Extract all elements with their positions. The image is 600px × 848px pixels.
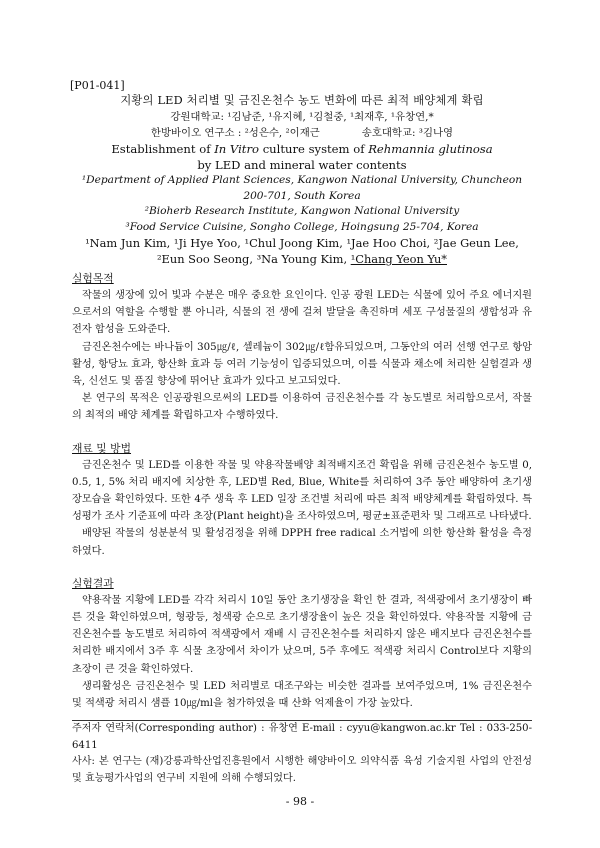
results-paragraph-1: 약용작물 지황에 LED를 각각 처리시 10일 동안 초기생장을 확인 한 결과, 적색광에서 초기생장이 빠른 것을 확인하였으며, 형광등, 청색광 순으로 초기생장율이 높은 것을 확인하였다. 약용작물 지황에 금진온천수를 농도별로 처리하여 적색광에서 재배 시 금진온천수를 처리하지 않은 배지보다 금진온천수를 처리한 배지에서 3주 후 식물 초장에서 차이가 났으며, 5주 후에도 적색광 처리시 Control보다 지황의 초장이 큰 것을 확인하였다. [72,594,532,675]
purpose-paragraph-3: 본 연구의 목적은 인공광원으로써의 LED를 이용하여 금진온천수를 각 농도별로 처리함으로서, 작물의 최적의 배양 체계를 확립하고자 수행하였다. [72,393,532,422]
english-title [72,141,532,157]
korean-affiliation-2a: 한방바이오 연구소 : ²성은수, ²이재근 [150,127,320,139]
korean-title: 지황의 LED 처리별 및 금진온천수 농도 변화에 따른 최적 배양체계 확립 [120,94,484,107]
methods-paragraph-2: 배양된 작물의 성분분석 및 활성검정을 위해 DPPH free radical 소거법에 의한 항산화 활성을 측정하였다. [72,528,532,557]
korean-affiliation-2 [72,125,532,141]
english-affiliation-2: ²Bioherb Research Institute, Kangwon National University [144,205,460,217]
purpose-paragraph-1: 작물의 생장에 있어 빛과 수분은 매우 중요한 요인이다. 인공 광원 LED는 식물에 있어 주요 에너지원으로서의 역할을 수행할 뿐 아니라, 식물의 전 생에 걸쳐 발달을 촉진하며 세포 구성물질의 생합성과 유전자 합성을 도와준다. [72,290,532,336]
english-affiliation-3: ³Food Service Cuisine, Songho College, Hoingsung 25-704, Korea [125,220,479,233]
english-title-line2: by LED and mineral water contents [197,158,407,172]
korean-affiliation-2b: 송호대학교: ³김나영 [361,127,454,139]
english-title-mid: culture system of [262,142,365,156]
footer-contact: 주저자 연락처(Corresponding author) : 유창연 E-mail : cyyu@kangwon.ac.kr Tel : 033-250-6411 [72,723,532,751]
english-title-italic-2: Rehmannia glutinosa [368,142,493,156]
abstract-code: [P01-041] [70,79,125,92]
english-affiliation-1: ¹Department of Applied Plant Sciences, Kangwon National University, Chuncheon 200-701, South Korea [81,174,523,202]
section-title-results: 실험결과 [72,576,114,590]
authors-list: ¹Nam Jun Kim, ¹Ji Hye Yoo, ¹Chul Joong Kim, ¹Jae Hoo Choi, ²Jae Geun Lee, ²Eun Soo Seong, ³Na Young Kim, [85,236,519,266]
section-title-methods: 재료 및 방법 [72,441,132,455]
corresponding-author: ¹Chang Yeon Yu* [350,252,447,266]
page-number: - 98 - [285,795,315,808]
english-authors [72,235,532,267]
english-title-prefix: Establishment of [111,142,211,156]
methods-paragraph-1: 금진온천수 및 LED를 이용한 작물 및 약용작물배양 최적배지조건 확립을 위해 금진온천수 농도별 0, 0.5, 1, 5% 처리 배지에 치상한 후, LED별 Red, Blue, White를 처리하여 3주 동안 배양하여 초기생장모습을 확인하였다. 또한 4주 생육 후 LED 일장 조건별 처리에 따른 최적 배양체계를 확립하였다. 특성평가 조사 기준표에 따라 초장(Plant height)을 조사하였으며, 평균±표준편차 및 그래프로 나타냈다. [72,459,532,523]
korean-affiliation-1: 강원대학교: ¹김남준, ¹유지혜, ¹김철중, ¹최재후, ¹유창연,* [170,111,434,123]
results-paragraph-2: 생리활성은 금진온천수 및 LED 처리별로 대조구와는 비슷한 결과를 보여주었으며, 1% 금진온천수 및 적색광 처리시 샘플 10㎍/ml을 첨가하였을 때 산화 억제율이 가장 높았다. [72,680,532,710]
footer-acknowledgement: 사사: 본 연구는 (재)강릉과학산업진흥원에서 시행한 해양바이오 의약식품 육성 기술지원 사업의 안전성 및 효능평가사업의 연구비 지원에 의해 수행되었다. [72,756,532,784]
section-title-purpose: 실험목적 [72,272,114,285]
english-title-italic-1: In Vitro [214,142,259,156]
purpose-paragraph-2: 금진온천수에는 바나듐이 305㎍/ℓ, 셀레늄이 302㎍/ℓ함유되었으며, 그동안의 여러 선행 연구로 항암활성, 항당뇨 효과, 항산화 효과 등 여러 기능성이 입증되었으며, 이를 식물과 채소에 처리한 실험결과 생육, 신선도 및 품질 향상에 뛰어난 효과가 있다고 보고되었다. [72,341,532,388]
